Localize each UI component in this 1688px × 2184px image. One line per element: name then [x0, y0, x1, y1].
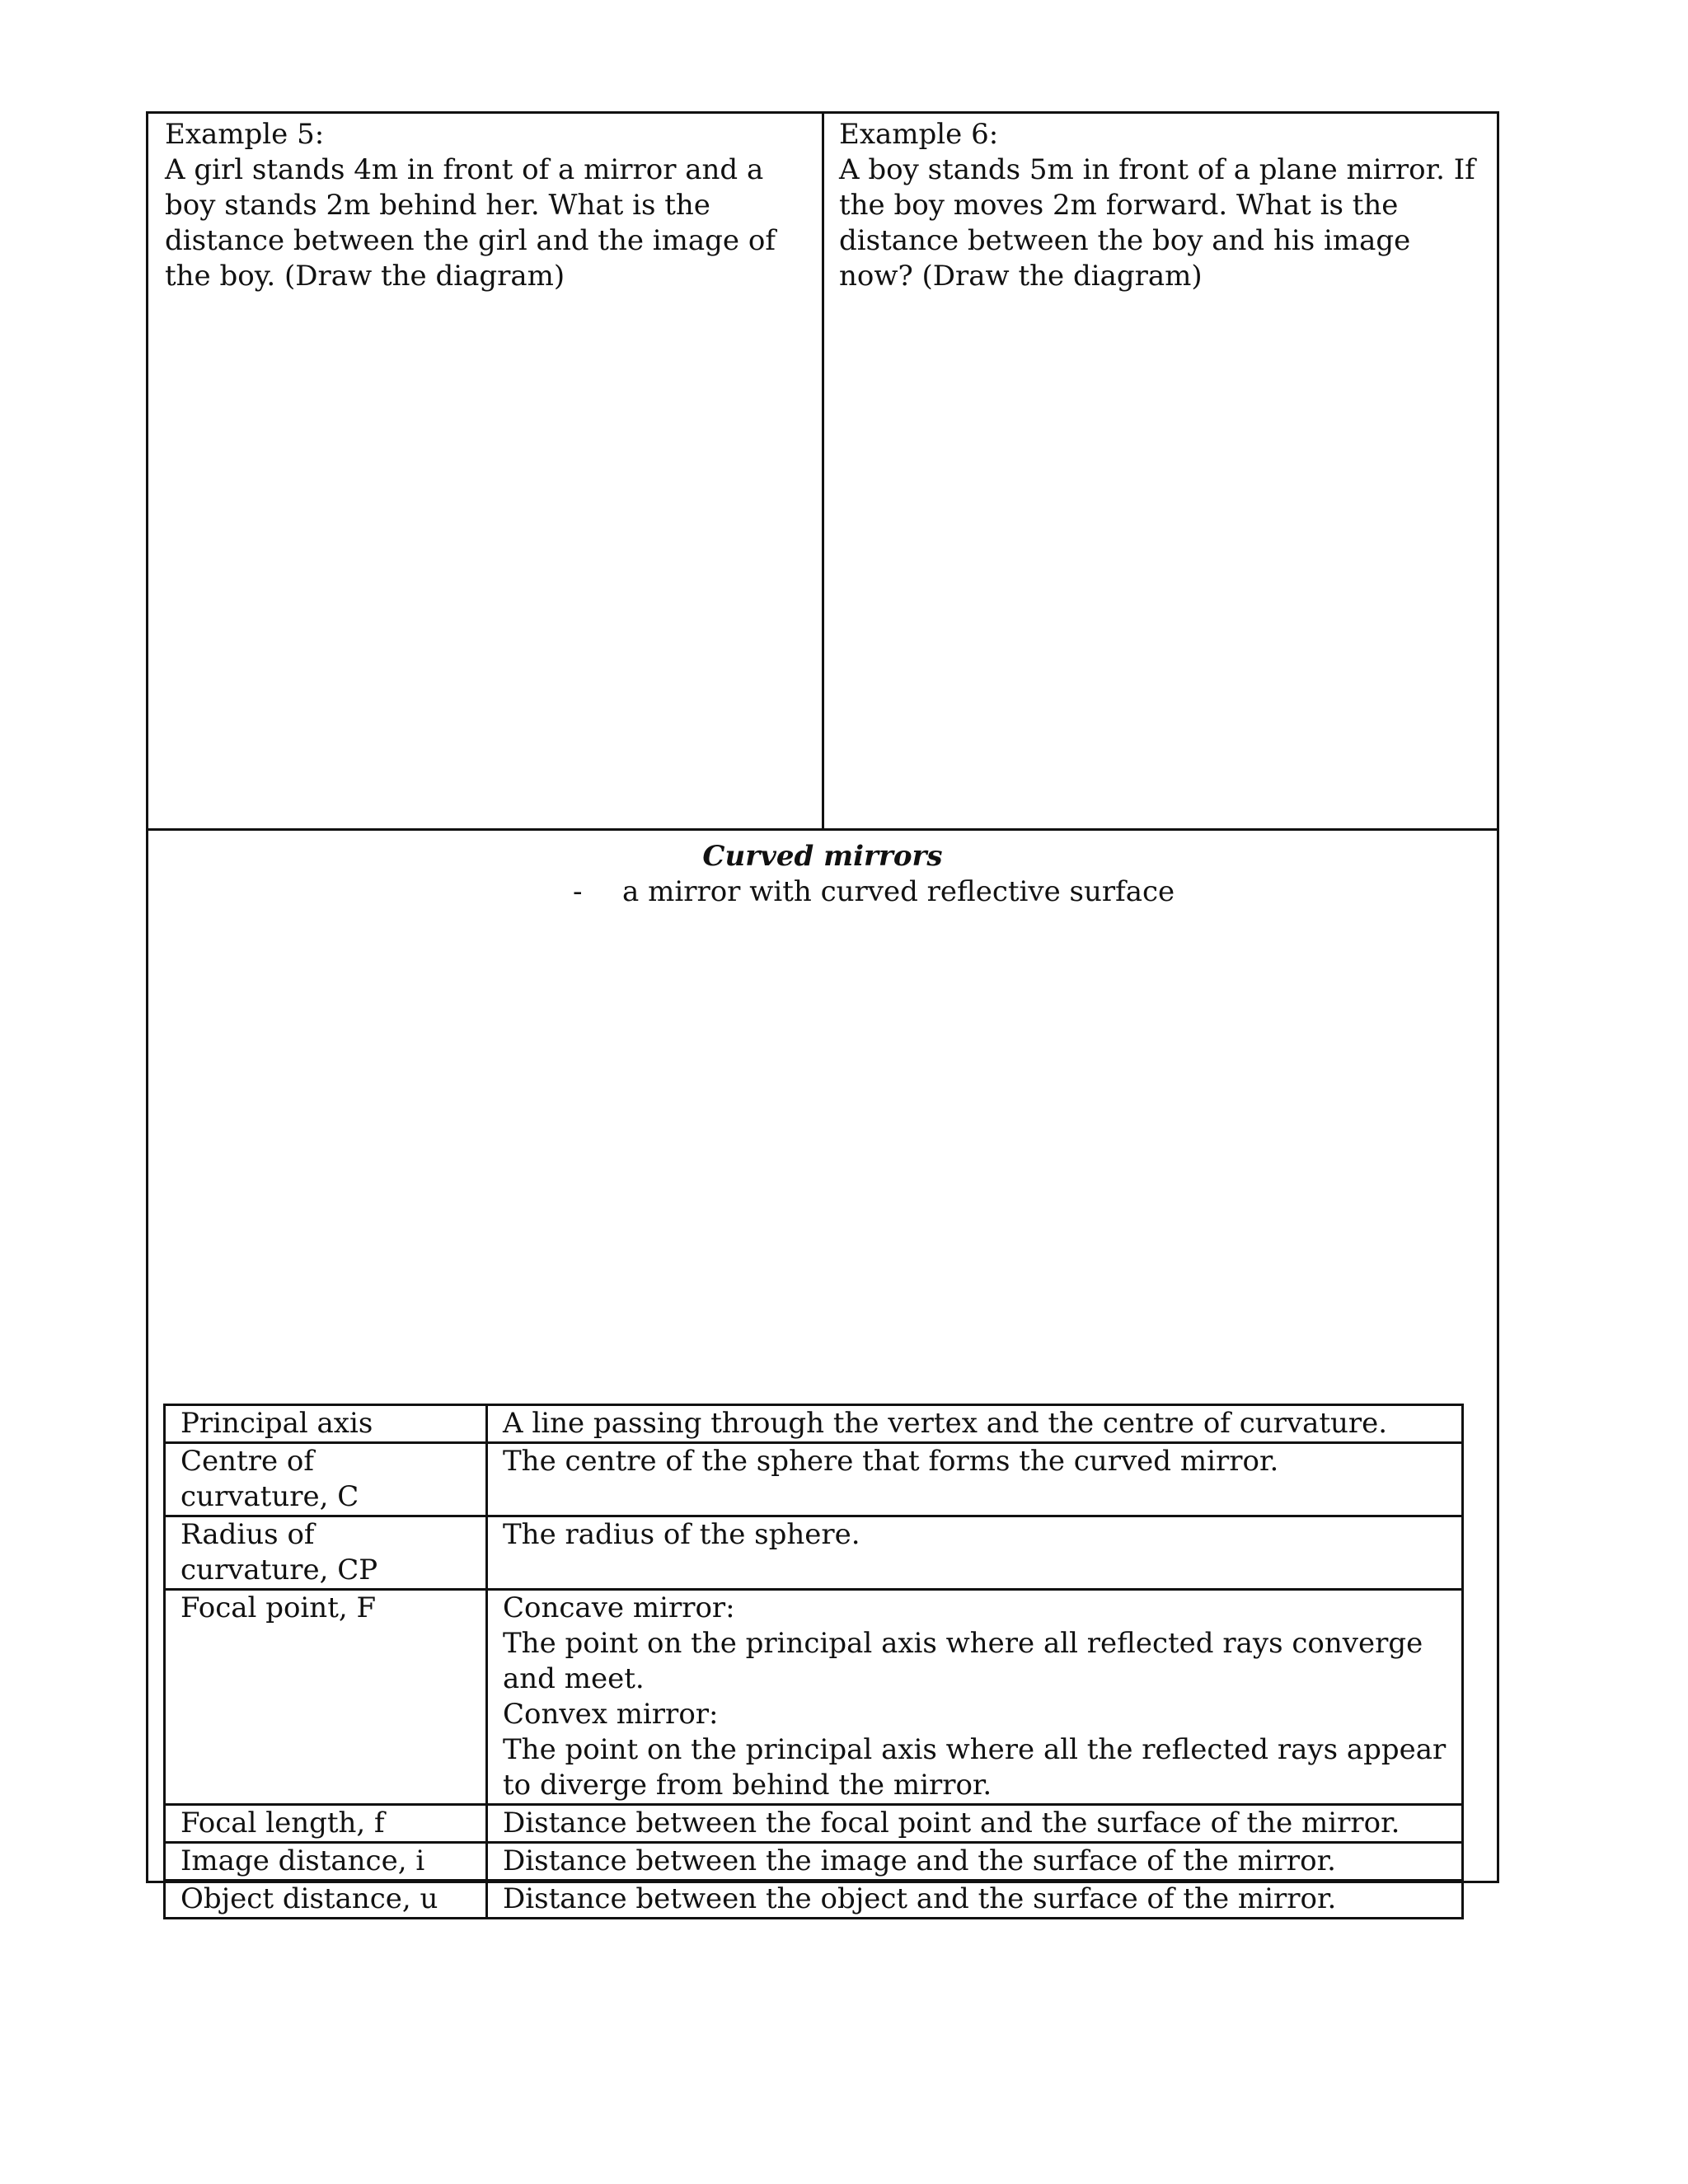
diagram-blank-area: [148, 921, 1497, 1399]
example-6-text: A boy stands 5m in front of a plane mirror. If the boy moves 2m forward. What is the distance between the boy and his image now? (Draw the diagram): [839, 153, 1475, 293]
term-cell: Principal axis: [165, 1405, 487, 1443]
definition-cell: Distance between the image and the surface of the mirror.: [487, 1843, 1463, 1881]
example-5-cell: [148, 114, 824, 828]
term-cell: Object distance, u: [165, 1881, 487, 1919]
convex-label: Convex mirror:: [503, 1698, 719, 1731]
definition-cell: Distance between the object and the surface of the mirror.: [487, 1881, 1463, 1919]
table-row: [165, 1405, 1463, 1443]
table-row: [165, 1516, 1463, 1590]
section-title: Curved mirrors: [702, 840, 943, 873]
example-6-heading: Example 6:: [839, 118, 999, 151]
term-cell: Focal point, F: [165, 1590, 487, 1805]
bullet-text: a mirror with curved reflective surface: [622, 875, 1175, 908]
term-cell: Image distance, i: [165, 1843, 487, 1881]
definitions-table: [163, 1404, 1464, 1919]
example-5-text: A girl stands 4m in front of a mirror and a boy stands 2m behind her. What is the distance between the girl and the image of the boy. (Draw the diagram): [165, 153, 776, 293]
table-row: [165, 1805, 1463, 1843]
definition-cell: Distance between the focal point and the surface of the mirror.: [487, 1805, 1463, 1843]
term-cell: Radius of curvature, CP: [165, 1516, 487, 1590]
convex-text: The point on the principal axis where all the reflected rays appear to diverge from behind the mirror.: [503, 1733, 1447, 1802]
definition-cell: The centre of the sphere that forms the curved mirror.: [487, 1443, 1463, 1516]
concave-label: Concave mirror:: [503, 1591, 735, 1624]
examples-row: [148, 114, 1497, 831]
definition-cell: The radius of the sphere.: [487, 1516, 1463, 1590]
table-row: [165, 1443, 1463, 1516]
example-5-heading: Example 5:: [165, 118, 325, 151]
term-cell: Focal length, f: [165, 1805, 487, 1843]
table-row: [165, 1843, 1463, 1881]
example-6-cell: [824, 114, 1497, 828]
bullet-dash: -: [573, 875, 583, 908]
concave-text: The point on the principal axis where all reflected rays converge and meet.: [503, 1627, 1423, 1695]
term-cell: Centre of curvature, C: [165, 1443, 487, 1516]
table-row: [165, 1881, 1463, 1919]
section-bullet: [573, 874, 1175, 910]
definition-cell: [487, 1590, 1463, 1805]
definition-cell: A line passing through the vertex and the centre of curvature.: [487, 1405, 1463, 1443]
table-row: [165, 1590, 1463, 1805]
